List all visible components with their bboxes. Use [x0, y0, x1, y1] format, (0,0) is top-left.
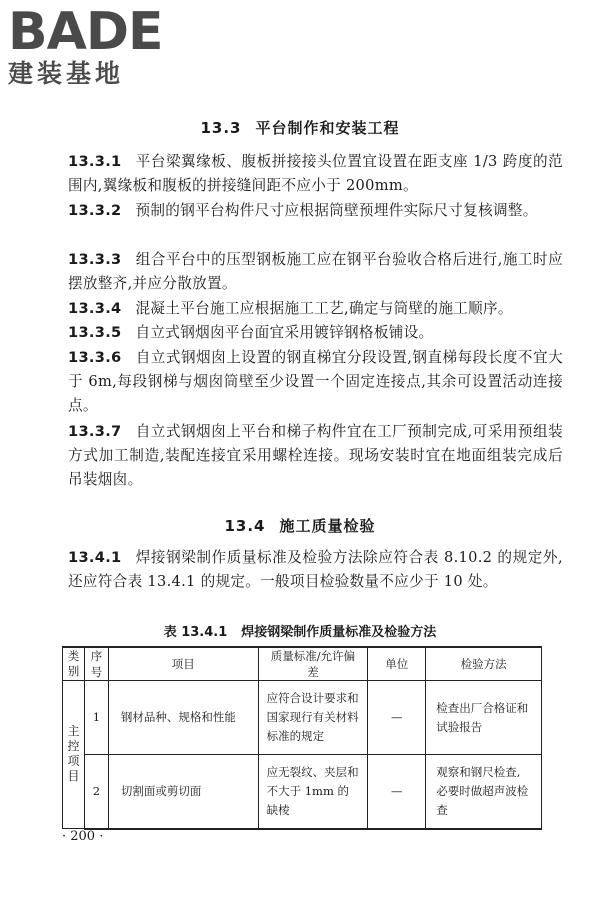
clause-text: 自立式钢烟囱上设置的钢直梯宜分段设置,钢直梯每段长度不宜大于 6m,每段钢梯与烟囱筒壁至少设置一个固定连接点,其余可设置活动连接点。 — [68, 349, 563, 414]
group-cell — [63, 681, 85, 829]
clause-number: 13.3.3 — [68, 251, 122, 268]
clause-number: 13.3.4 — [68, 300, 122, 317]
header-type: 类别 — [63, 647, 85, 681]
header-unit: 单位 — [368, 647, 426, 681]
clause-text: 平台梁翼缘板、腹板拼接接头位置宜设置在距支座 1/3 跨度的范围内,翼缘板和腹板的拼接缝间距不应小于 200mm。 — [68, 153, 563, 194]
unit-cell: — — [368, 681, 426, 755]
table-row — [63, 755, 542, 829]
publisher-logo — [8, 4, 183, 88]
clause-13-3-1 — [68, 150, 563, 198]
header-standard: 质量标准/允许偏差 — [258, 647, 368, 681]
clause-text: 组合平台中的压型钢板施工应在钢平台验收合格后进行,施工时应摆放整齐,并应分散放置。 — [68, 251, 563, 292]
section-heading-13-3 — [0, 117, 600, 138]
standard-cell: 应符合设计要求和国家现行有关材料标准的规定 — [258, 681, 368, 755]
table-caption — [0, 621, 600, 640]
table-header-row — [63, 647, 542, 681]
clause-13-3-7 — [68, 420, 563, 492]
seq-cell: 2 — [84, 755, 108, 829]
standard-cell: 应无裂纹、夹层和不大于 1mm 的缺棱 — [258, 755, 368, 829]
clause-13-3-4 — [68, 297, 563, 321]
clause-text: 焊接钢梁制作质量标准及检验方法除应符合表 8.10.2 的规定外,还应符合表 13.4.1 的规定。一般项目检验数量不应少于 10 处。 — [68, 549, 563, 590]
clause-number: 13.3.7 — [68, 423, 122, 440]
section-heading-13-4 — [0, 515, 600, 536]
logo-subtitle: 建装基地 — [8, 59, 125, 88]
clause-13-4-1 — [68, 546, 563, 594]
clause-13-3-2 — [68, 199, 563, 223]
clause-13-3-5 — [68, 321, 563, 345]
header-method: 检验方法 — [426, 647, 542, 681]
clause-number: 13.4.1 — [68, 549, 122, 566]
section-number: 13.4 — [224, 517, 266, 535]
clause-13-3-3 — [68, 248, 563, 296]
header-item: 项目 — [108, 647, 258, 681]
clause-number: 13.3.6 — [68, 349, 122, 366]
clause-text: 预制的钢平台构件尺寸应根据筒壁预埋件实际尺寸复核调整。 — [135, 202, 538, 219]
clause-number: 13.3.1 — [68, 153, 122, 170]
clause-text: 自立式钢烟囱平台面宜采用镀锌钢格板铺设。 — [135, 324, 434, 341]
header-seq: 序号 — [84, 647, 108, 681]
page-number: · 200 · — [62, 829, 104, 844]
clause-text: 自立式钢烟囱上平台和梯子构件宜在工厂预制完成,可采用预组装方式加工制造,装配连接宜采用螺栓连接。现场安装时宜在地面组装完成后吊装烟囱。 — [68, 423, 563, 488]
table-number: 表 13.4.1 — [163, 625, 228, 640]
item-cell: 钢材品种、规格和性能 — [108, 681, 258, 755]
clause-text: 混凝土平台施工应根据施工工艺,确定与筒壁的施工顺序。 — [135, 300, 513, 317]
clause-number: 13.3.2 — [68, 202, 122, 219]
section-number: 13.3 — [200, 119, 242, 137]
item-cell: 切割面或剪切面 — [108, 755, 258, 829]
quality-table — [62, 646, 542, 830]
clause-number: 13.3.5 — [68, 324, 122, 341]
table-row — [63, 681, 542, 755]
seq-cell: 1 — [84, 681, 108, 755]
section-title: 施工质量检验 — [279, 517, 376, 535]
table-title: 焊接钢梁制作质量标准及检验方法 — [241, 625, 437, 640]
clause-13-3-6 — [68, 346, 563, 418]
method-cell: 观察和钢尺检查,必要时做超声波检查 — [426, 755, 542, 829]
section-title: 平台制作和安装工程 — [255, 119, 400, 137]
logo-wordmark: BADE — [8, 2, 163, 62]
unit-cell: — — [368, 755, 426, 829]
method-cell: 检查出厂合格证和试验报告 — [426, 681, 542, 755]
group-label: 主控项目 — [67, 723, 80, 783]
